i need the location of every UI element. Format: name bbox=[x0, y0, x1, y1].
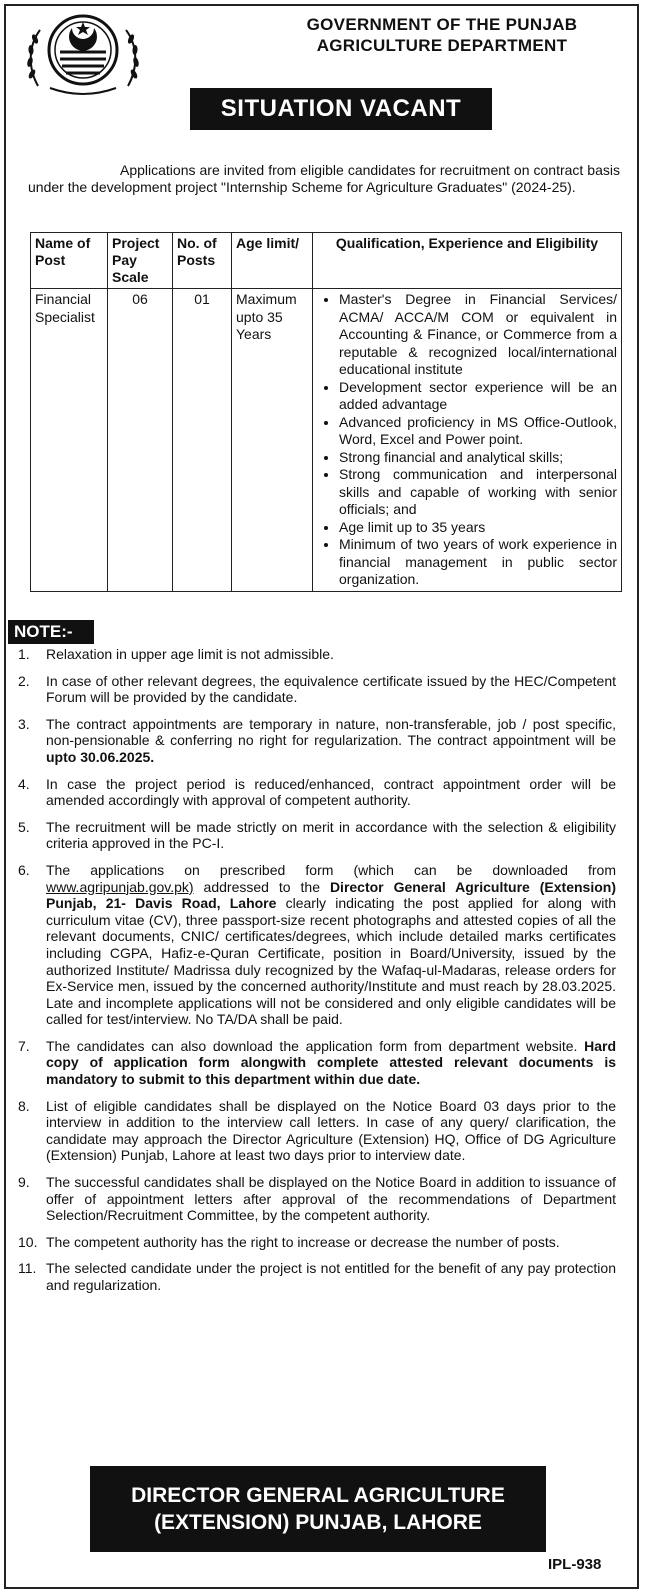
post-name: Financial Specialist bbox=[31, 289, 108, 592]
header-pay-scale: Project Pay Scale bbox=[108, 233, 173, 289]
criteria-item: • Age limit up to 35 years bbox=[339, 519, 617, 537]
note-number: 4. bbox=[18, 775, 30, 792]
note-text: The recruitment will be made strictly on merit in accordance with the selection & eligibility criteria approved in the PC-I. bbox=[46, 818, 616, 852]
list-item bbox=[18, 716, 616, 766]
list-item bbox=[18, 1260, 616, 1293]
intro-text: Applications are invited from eligible candidates for recruitment on contract basis under the development project "Internship Scheme for Agriculture Graduates" (2024-25). bbox=[28, 162, 620, 195]
table-row bbox=[31, 289, 622, 592]
note-number: 9. bbox=[18, 1174, 30, 1191]
note-text: The contract appointments are temporary in nature, non-transferable, job / post specific, non-pensionable & conferring no right for regularization. The contract appointment will be upto 30.06.2025. bbox=[46, 715, 616, 765]
note-number: 10. bbox=[18, 1233, 38, 1250]
table-header-row bbox=[31, 233, 622, 289]
criteria-item: • Development sector experience will be an added advantage bbox=[339, 379, 617, 414]
department-heading bbox=[272, 14, 612, 56]
note-text: The candidates can also download the application form from department website. Hard copy of application form alongwith complete attested relevant documents is mandatory to submit to this department within due date. bbox=[46, 1037, 616, 1088]
criteria-item: • Strong financial and analytical skills; bbox=[339, 449, 617, 467]
header-qualification: Qualification, Experience and Eligibility bbox=[313, 233, 622, 289]
criteria-item: • Strong communication and interpersonal skills and capable of working with senior officials; and bbox=[339, 466, 617, 519]
note-number: 3. bbox=[18, 715, 30, 732]
intro-paragraph bbox=[28, 162, 620, 196]
header-age-limit: Age limit/ bbox=[232, 233, 313, 289]
issuing-authority-banner bbox=[90, 1466, 546, 1552]
note-number: 2. bbox=[18, 672, 30, 689]
pay-scale: 06 bbox=[108, 289, 173, 592]
situation-vacant-banner: SITUATION VACANT bbox=[190, 88, 492, 130]
notes-list bbox=[18, 646, 616, 1304]
address: Director General Agriculture (Extension) Punjab, 21- Davis Road, Lahore bbox=[46, 878, 616, 912]
header-post: Name of Post bbox=[31, 233, 108, 289]
no-of-posts: 01 bbox=[173, 289, 232, 592]
criteria-item: • Master's Degree in Financial Services/ ACMA/ ACCA/M COM or equivalent in Accounting & Finance, or Commerce from a reputable & recognized local/international educational institute bbox=[339, 291, 617, 379]
department-title: AGRICULTURE DEPARTMENT bbox=[316, 36, 568, 55]
list-item bbox=[18, 1174, 616, 1224]
list-item bbox=[18, 819, 616, 852]
qualification-cell bbox=[313, 289, 622, 592]
note-text: The successful candidates shall be displayed on the Notice Board in addition to issuance of offer of appointment letters after approval of the recommendations of Department Selection/Recruitment Committee, by the competent authority. bbox=[46, 1174, 616, 1224]
contract-end-date: upto 30.06.2025. bbox=[46, 748, 155, 765]
list-item bbox=[18, 1038, 616, 1088]
note-number: 1. bbox=[18, 646, 30, 662]
note-number: 6. bbox=[18, 861, 30, 878]
header-no-of-posts: No. of Posts bbox=[173, 233, 232, 289]
note-text: List of eligible candidates shall be displayed on the Notice Board 03 days prior to the interview in addition to the interview call letters. In case of any query/ clarification, the candidate may approach the Director Agriculture (Extension) HQ, Office of DG Agriculture (Extension) Punjab, Lahore at least two days prior to interview date. bbox=[46, 1097, 616, 1164]
list-item bbox=[18, 862, 616, 1028]
note-text: In case of other relevant degrees, the equivalence certificate issued by the HEC/Competent Forum will be provided by the candidate. bbox=[46, 672, 616, 706]
note-number: 8. bbox=[18, 1097, 30, 1114]
note-number: 7. bbox=[18, 1037, 30, 1054]
note-number: 5. bbox=[18, 818, 30, 835]
note-text: The selected candidate under the project is not entitled for the benefit of any pay protection and regularization. bbox=[46, 1260, 616, 1293]
list-item bbox=[18, 646, 616, 663]
authority-line-2: (EXTENSION) PUNJAB, LAHORE bbox=[154, 1511, 482, 1534]
criteria-item: • Advanced proficiency in MS Office-Outlook, Word, Excel and Power point. bbox=[339, 414, 617, 449]
list-item bbox=[18, 776, 616, 809]
note-text: The applications on prescribed form (which can be downloaded from www.agripunjab.gov.pk) addressed to the Director General Agriculture (Extension) Punjab, 21- Davis Road, Lahore clearly indicating the post applied for along with curriculum vitae (CV), three passport-size recent photographs and attested copies of all the relevant documents, CNIC/ certificates/degrees, which include detailed marks certificates including CGPA, Hafiz-e-Quran Certificate, position in Board/University, issued by the authorized Institute/ Madrissa duly recognized by the Wafaq-ul-Madaras, release orders for Ex-Service men, issued by the concerned authority/Institute and must reach by 28.03.2025. Late and incomplete applications will not be considered and only eligible candidates will be called for test/interview. No TA/DA shall be paid. bbox=[46, 861, 616, 1028]
criteria-item: • Minimum of two years of work experience in financial management in public sector organization. bbox=[339, 536, 617, 589]
government-title: GOVERNMENT OF THE PUNJAB bbox=[306, 15, 578, 34]
vacancy-table bbox=[30, 232, 622, 592]
list-item bbox=[18, 1098, 616, 1164]
list-item bbox=[18, 1234, 616, 1251]
note-label: NOTE:- bbox=[8, 620, 94, 644]
website-link[interactable]: www.agripunjab.gov.pk) bbox=[46, 878, 194, 895]
reference-number: IPL-938 bbox=[548, 1556, 602, 1573]
note-text: In case the project period is reduced/enhanced, contract appointment order will be amended accordingly with approval of competent authority. bbox=[46, 775, 616, 809]
list-item bbox=[18, 673, 616, 706]
age-limit: Maximum upto 35 Years bbox=[232, 289, 313, 592]
note-number: 11. bbox=[18, 1260, 37, 1277]
note-text: The competent authority has the right to increase or decrease the number of posts. bbox=[46, 1233, 560, 1250]
note-text: Relaxation in upper age limit is not admissible. bbox=[46, 646, 334, 662]
punjab-government-emblem-icon bbox=[20, 8, 146, 98]
authority-line-1: DIRECTOR GENERAL AGRICULTURE bbox=[131, 1484, 505, 1507]
